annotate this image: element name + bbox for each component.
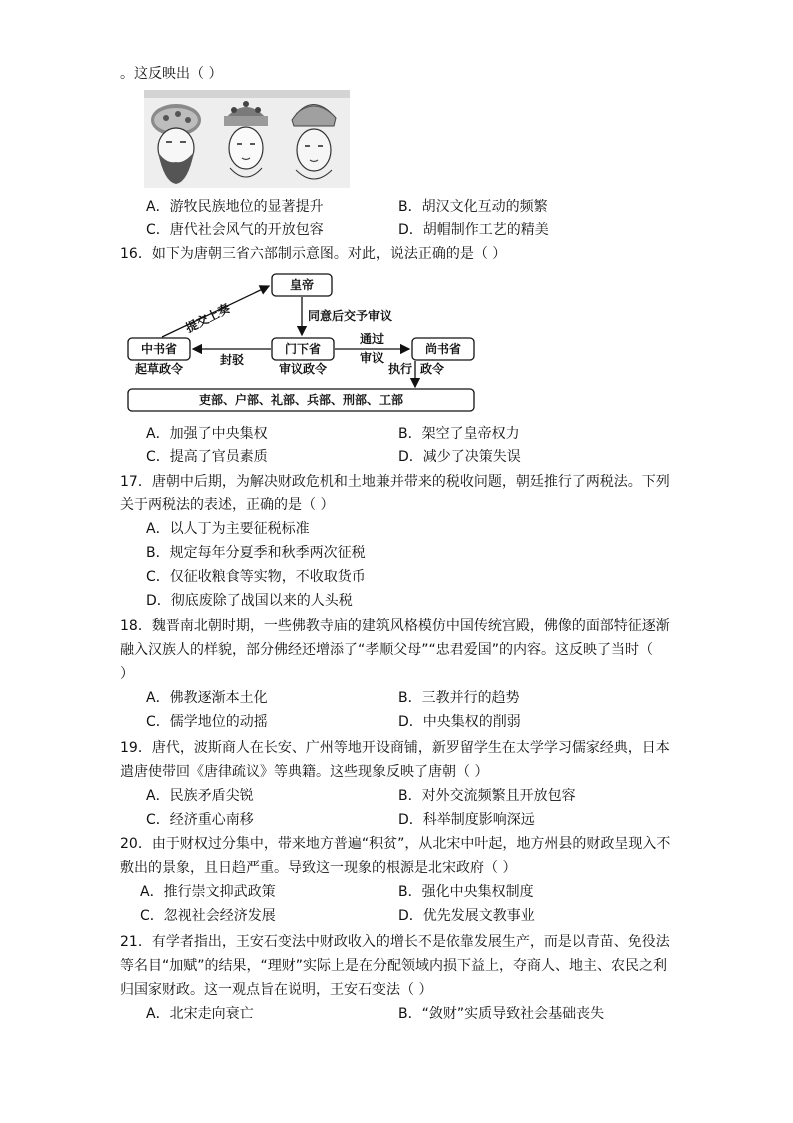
q18-stem-line1: 18．魏晋南北朝时期，一些佛教寺庙的建筑风格模仿中国传统宫殿，佛像的面部特征逐渐 [120,618,670,634]
q19-option-b[interactable]: B．对外交流频繁且开放包容 [398,788,576,804]
execute-label: 执行 [387,362,412,376]
q16-option-c[interactable]: C．提高了官员素质 [146,449,268,465]
q18-option-c[interactable]: C．儒学地位的动摇 [146,714,268,730]
q20-option-c[interactable]: C．忽视社会经济发展 [140,908,276,924]
review-label: 审议 [359,351,385,365]
q20-option-b[interactable]: B．强化中央集权制度 [398,884,534,900]
q16-stem: 16．如下为唐朝三省六部制示意图。对此，说法正确的是（ ） [120,246,507,262]
q15-option-c[interactable]: C．唐代社会风气的开放包容 [146,222,324,238]
q21-option-b[interactable]: B．“敛财”实质导致社会基础丧失 [398,1006,605,1022]
ministries-label: 吏部、户部、礼部、兵部、刑部、工部 [198,393,404,407]
q19-option-a[interactable]: A．民族矛盾尖锐 [146,788,254,804]
q18-option-a[interactable]: A．佛教逐渐本土化 [146,690,268,706]
q19-stem-line2: 遣唐使带回《唐律疏议》等典籍。这些现象反映了唐朝（ ） [120,764,489,780]
q16-option-d[interactable]: D．减少了决策失误 [398,449,521,465]
q15-stem-tail: 。这反映出（ ） [120,66,223,82]
pass-label: 通过 [359,332,385,346]
reject-label: 封驳 [219,353,245,367]
submit-label: 提交上奏 [183,301,233,336]
q17-stem-line2: 关于两税法的表述，正确的是（ ） [120,497,335,513]
q17-stem-line1: 17．唐朝中后期，为解决财政危机和土地兼并带来的税收问题，朝廷推行了两税法。下列 [120,474,670,490]
q21-stem-line3: 归国家财政。这一观点旨在说明，王安石变法（ ） [120,982,433,998]
orders-label: 政令 [420,362,445,376]
approve-label: 同意后交予审议 [308,309,393,323]
menxia-label: 门下省 [284,342,322,356]
q20-stem-line1: 20．由于财权过分集中，带来地方普遍“积贫”，从北宋中叶起，地方州县的财政呈现入不 [120,836,671,852]
q21-stem-line2: 等名目“加赋”的结果，“理财”实际上是在分配领域内损下益上，夺商人、地主、农民之利 [120,958,668,974]
hats-illustration [144,90,350,188]
zhongshu-label: 中书省 [140,342,178,356]
q19-option-c[interactable]: C．经济重心南移 [146,812,254,828]
q17-option-d[interactable]: D．彻底废除了战国以来的人头税 [146,593,353,609]
q21-option-a[interactable]: A．北宋走向衰亡 [146,1006,254,1022]
three-departments-diagram [124,270,480,416]
q18-stem-line2: 融入汉族人的样貌，部分佛经还增添了“孝顺父母”“忠君爱国”的内容。这反映了当时（ [120,642,654,658]
q15-option-d[interactable]: D．胡帽制作工艺的精美 [398,222,549,238]
q17-option-b[interactable]: B．规定每年分夏季和秋季两次征税 [146,545,366,561]
q20-stem-line2: 敷出的景象，且日趋严重。导致这一现象的根源是北宋政府（ ） [120,860,517,876]
q15-option-a[interactable]: A．游牧民族地位的显著提升 [146,199,324,215]
draft-label: 起草政令 [134,362,184,376]
q21-stem-line1: 21．有学者指出，王安石变法中财政收入的增长不是依靠发展生产，而是以青苗、免役法 [120,934,670,950]
q18-stem-line3: ） [120,666,134,682]
q17-option-c[interactable]: C．仅征收粮食等实物，不收取货币 [146,569,366,585]
q20-option-d[interactable]: D．优先发展文教事业 [398,908,535,924]
q15-option-b[interactable]: B．胡汉文化互动的频繁 [398,199,548,215]
q16-option-b[interactable]: B．架空了皇帝权力 [398,426,520,442]
q16-option-a[interactable]: A．加强了中央集权 [146,426,268,442]
shangshu-label: 尚书省 [424,342,462,356]
q19-stem-line1: 19．唐代，波斯商人在长安、广州等地开设商铺，新罗留学生在太学学习儒家经典，日本 [120,740,670,756]
q19-option-d[interactable]: D．科举制度影响深远 [398,812,535,828]
q20-option-a[interactable]: A．推行崇文抑武政策 [140,884,276,900]
review-orders-label: 审议政令 [278,362,328,376]
q17-option-a[interactable]: A．以人丁为主要征税标准 [146,521,310,537]
q18-option-b[interactable]: B．三教并行的趋势 [398,690,520,706]
q18-option-d[interactable]: D．中央集权的削弱 [398,714,521,730]
emperor-label: 皇帝 [289,278,315,292]
